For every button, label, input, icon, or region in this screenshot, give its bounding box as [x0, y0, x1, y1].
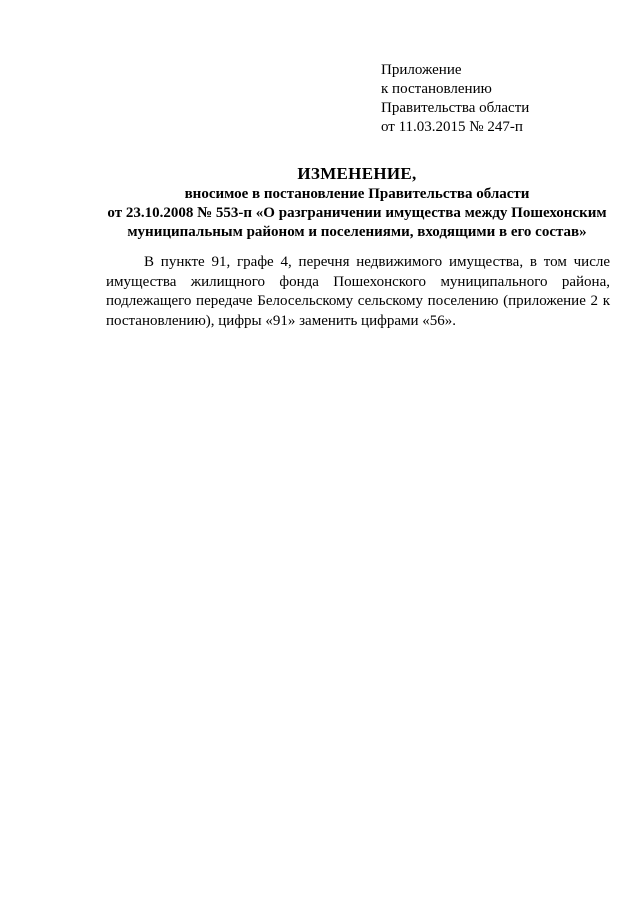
title-heading: ИЗМЕНЕНИЕ, — [297, 164, 417, 183]
body-line: подлежащего передаче Белосельскому сельскому поселению (приложение 2 к — [106, 293, 610, 309]
title-line: от 23.10.2008 № 553-п «О разграничении имущества между Пошехонским — [107, 205, 607, 221]
document-title — [104, 163, 610, 242]
document-body-paragraph — [106, 253, 610, 331]
title-line: муниципальным районом и поселениями, входящими в его состав» — [127, 224, 587, 240]
body-line: постановлению), цифры «91» заменить цифрами «56». — [106, 312, 457, 329]
appendix-reference — [381, 61, 529, 137]
appendix-line: к постановлению — [381, 81, 492, 97]
body-line: В пункте 91, графе 4, перечня недвижимого имущества, в том числе — [144, 254, 610, 270]
title-line: вносимое в постановление Правительства области — [184, 186, 530, 202]
appendix-line: Правительства области — [381, 100, 530, 116]
body-line: имущества жилищного фонда Пошехонского муниципального района, — [106, 273, 610, 290]
appendix-line: Приложение — [381, 62, 462, 78]
appendix-date-number: от 11.03.2015 № 247-п — [381, 119, 523, 135]
